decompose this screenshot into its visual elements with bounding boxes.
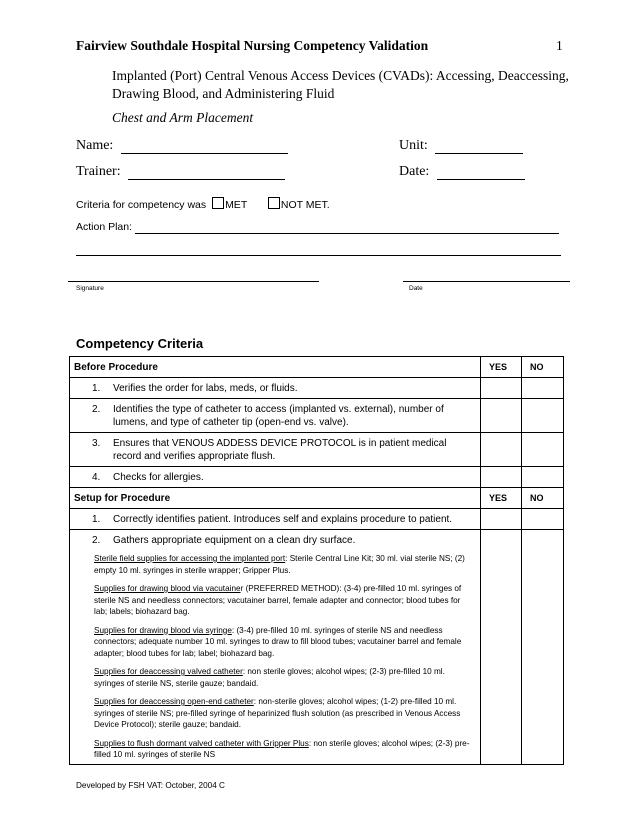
- supply-list-item: [70, 735, 480, 764]
- item-text: Checks for allergies.: [113, 472, 204, 483]
- before-procedure-title: Before Procedure: [70, 357, 481, 378]
- signature-date-line[interactable]: [403, 281, 570, 282]
- item-text: Correctly identifies patient. Introduces self and explains procedure to patient.: [113, 514, 453, 525]
- footer-text: Developed by FSH VAT: October, 2004 C: [76, 781, 225, 790]
- supply-heading: Supplies for deaccessing open-end catheter: [94, 697, 254, 706]
- action-plan-line-1[interactable]: [135, 233, 559, 234]
- met-label: MET: [225, 199, 248, 211]
- signature-date-label: Date: [409, 285, 423, 292]
- unit-input-line[interactable]: [435, 139, 523, 154]
- supply-text: : (3-4) pre-filled 10 ml. syringes of sterile NS and needless connectors; adequate number 10 ml. syringes to draw to fill blood tubes; vacutainer barrel and female adapter; blood tubes for lab; label; biohazard bag.: [94, 625, 462, 658]
- competency-table: [69, 356, 564, 765]
- unit-field: [399, 138, 523, 154]
- supply-list-item: [70, 580, 480, 622]
- yes-header: YES: [481, 488, 522, 509]
- item-text: Gathers appropriate equipment on a clean dry surface.: [113, 535, 356, 546]
- page-number: 1: [556, 38, 563, 53]
- name-field: [76, 138, 288, 154]
- supply-heading: Supplies for drawing blood via vacutaine: [94, 584, 241, 593]
- item-number: 3.: [92, 438, 101, 449]
- name-label: Name:: [76, 138, 114, 153]
- supply-heading: Sterile field supplies for accessing the implanted port: [94, 554, 286, 563]
- trainer-input-line[interactable]: [128, 165, 285, 180]
- no-cell[interactable]: [522, 378, 564, 399]
- yes-cell[interactable]: [481, 467, 522, 488]
- yes-header: YES: [481, 357, 522, 378]
- no-cell[interactable]: [522, 530, 564, 765]
- item-number: 1.: [92, 383, 101, 394]
- yes-cell[interactable]: [481, 530, 522, 765]
- item-number: 1.: [92, 514, 101, 525]
- date-field: [399, 164, 525, 180]
- before-procedure-header-row: [70, 357, 564, 378]
- document-title: Fairview Southdale Hospital Nursing Competency Validation: [76, 38, 429, 53]
- criteria-label: Criteria for competency was: [76, 199, 207, 211]
- supply-list-item: [70, 663, 480, 693]
- met-checkbox[interactable]: [212, 197, 224, 209]
- placement-subtitle: Chest and Arm Placement: [112, 110, 254, 125]
- supply-text: : non sterile gloves; alcohol wipes; (2-3) pre-filled 10 ml. syringes of sterile NS, sterile gauze; bandaid.: [94, 667, 445, 688]
- supply-list-item: [70, 693, 480, 735]
- not-met-checkbox[interactable]: [268, 197, 280, 209]
- no-header: NO: [522, 357, 564, 378]
- supply-text: : Sterile Central Line Kit; 30 ml. vial sterile NS; (2) empty 10 ml. syringes in sterile wrapper; Gripper Plus.: [94, 554, 465, 575]
- criteria-line: [76, 197, 330, 211]
- no-cell[interactable]: [522, 433, 564, 467]
- action-plan-label: Action Plan:: [76, 221, 133, 233]
- supply-text: : non-sterile gloves; alcohol wipes; (1-2) pre-filled 10 ml. syringes of sterile NS; pre-filled syringe of heparinized flush solution (as prescribed in Venous Access Device Protocol); sterile gauze; bandaid.: [94, 697, 461, 729]
- table-row: [70, 530, 564, 765]
- unit-label: Unit:: [399, 138, 428, 153]
- no-cell[interactable]: [522, 399, 564, 433]
- action-plan-line-2[interactable]: [76, 255, 561, 256]
- table-row: [70, 399, 564, 433]
- item-number: 2.: [92, 404, 101, 415]
- supply-list-item: [70, 550, 480, 580]
- table-row: [70, 433, 564, 467]
- item-text: Identifies the type of catheter to access (implanted vs. external), number of lumens, and type of catheter tip (open-end vs. valve).: [113, 404, 444, 428]
- signature-label: Signature: [76, 285, 104, 292]
- no-cell[interactable]: [522, 467, 564, 488]
- name-input-line[interactable]: [121, 139, 288, 154]
- no-cell[interactable]: [522, 509, 564, 530]
- no-header: NO: [522, 488, 564, 509]
- date-input-line[interactable]: [437, 165, 525, 180]
- setup-procedure-title: Setup for Procedure: [70, 488, 481, 509]
- supply-heading: Supplies for deaccessing valved catheter: [94, 667, 243, 676]
- item-number: 2.: [92, 535, 101, 546]
- yes-cell[interactable]: [481, 433, 522, 467]
- yes-cell[interactable]: [481, 378, 522, 399]
- date-label: Date:: [399, 164, 430, 179]
- trainer-field: [76, 164, 285, 180]
- section-title: Competency Criteria: [76, 336, 204, 351]
- setup-procedure-header-row: [70, 488, 564, 509]
- table-row: [70, 467, 564, 488]
- procedure-title: Implanted (Port) Central Venous Access Devices (CVADs): Accessing, Deaccessing, Drawing Blood, and Administering Fluid: [112, 68, 569, 101]
- item-text: Ensures that VENOUS ADDESS DEVICE PROTOCOL is in patient medical record and verifies appropriate flush.: [113, 438, 447, 462]
- trainer-label: Trainer:: [76, 164, 121, 179]
- supply-list-item: [70, 622, 480, 664]
- not-met-label: NOT MET.: [280, 199, 330, 211]
- item-text: Verifies the order for labs, meds, or fluids.: [113, 383, 298, 394]
- supply-text: : non sterile gloves; alcohol wipes; (2-3) pre-filled 10 ml. syringes of sterile NS: [94, 738, 470, 759]
- yes-cell[interactable]: [481, 399, 522, 433]
- yes-cell[interactable]: [481, 509, 522, 530]
- signature-line[interactable]: [68, 281, 319, 282]
- supply-heading: Supplies to flush dormant valved catheter with Gripper Plus: [94, 738, 309, 748]
- supply-heading: Supplies for drawing blood via syringe: [94, 625, 232, 635]
- supply-text: r (PREFERRED METHOD): (3-4) pre-filled 10 ml. syringes of sterile NS and needless connectors; vacutainer barrel, female adapter and connector; blood tubes for lab; labels; biohazard bag.: [94, 584, 462, 616]
- table-row: [70, 378, 564, 399]
- table-row: [70, 509, 564, 530]
- item-number: 4.: [92, 472, 101, 483]
